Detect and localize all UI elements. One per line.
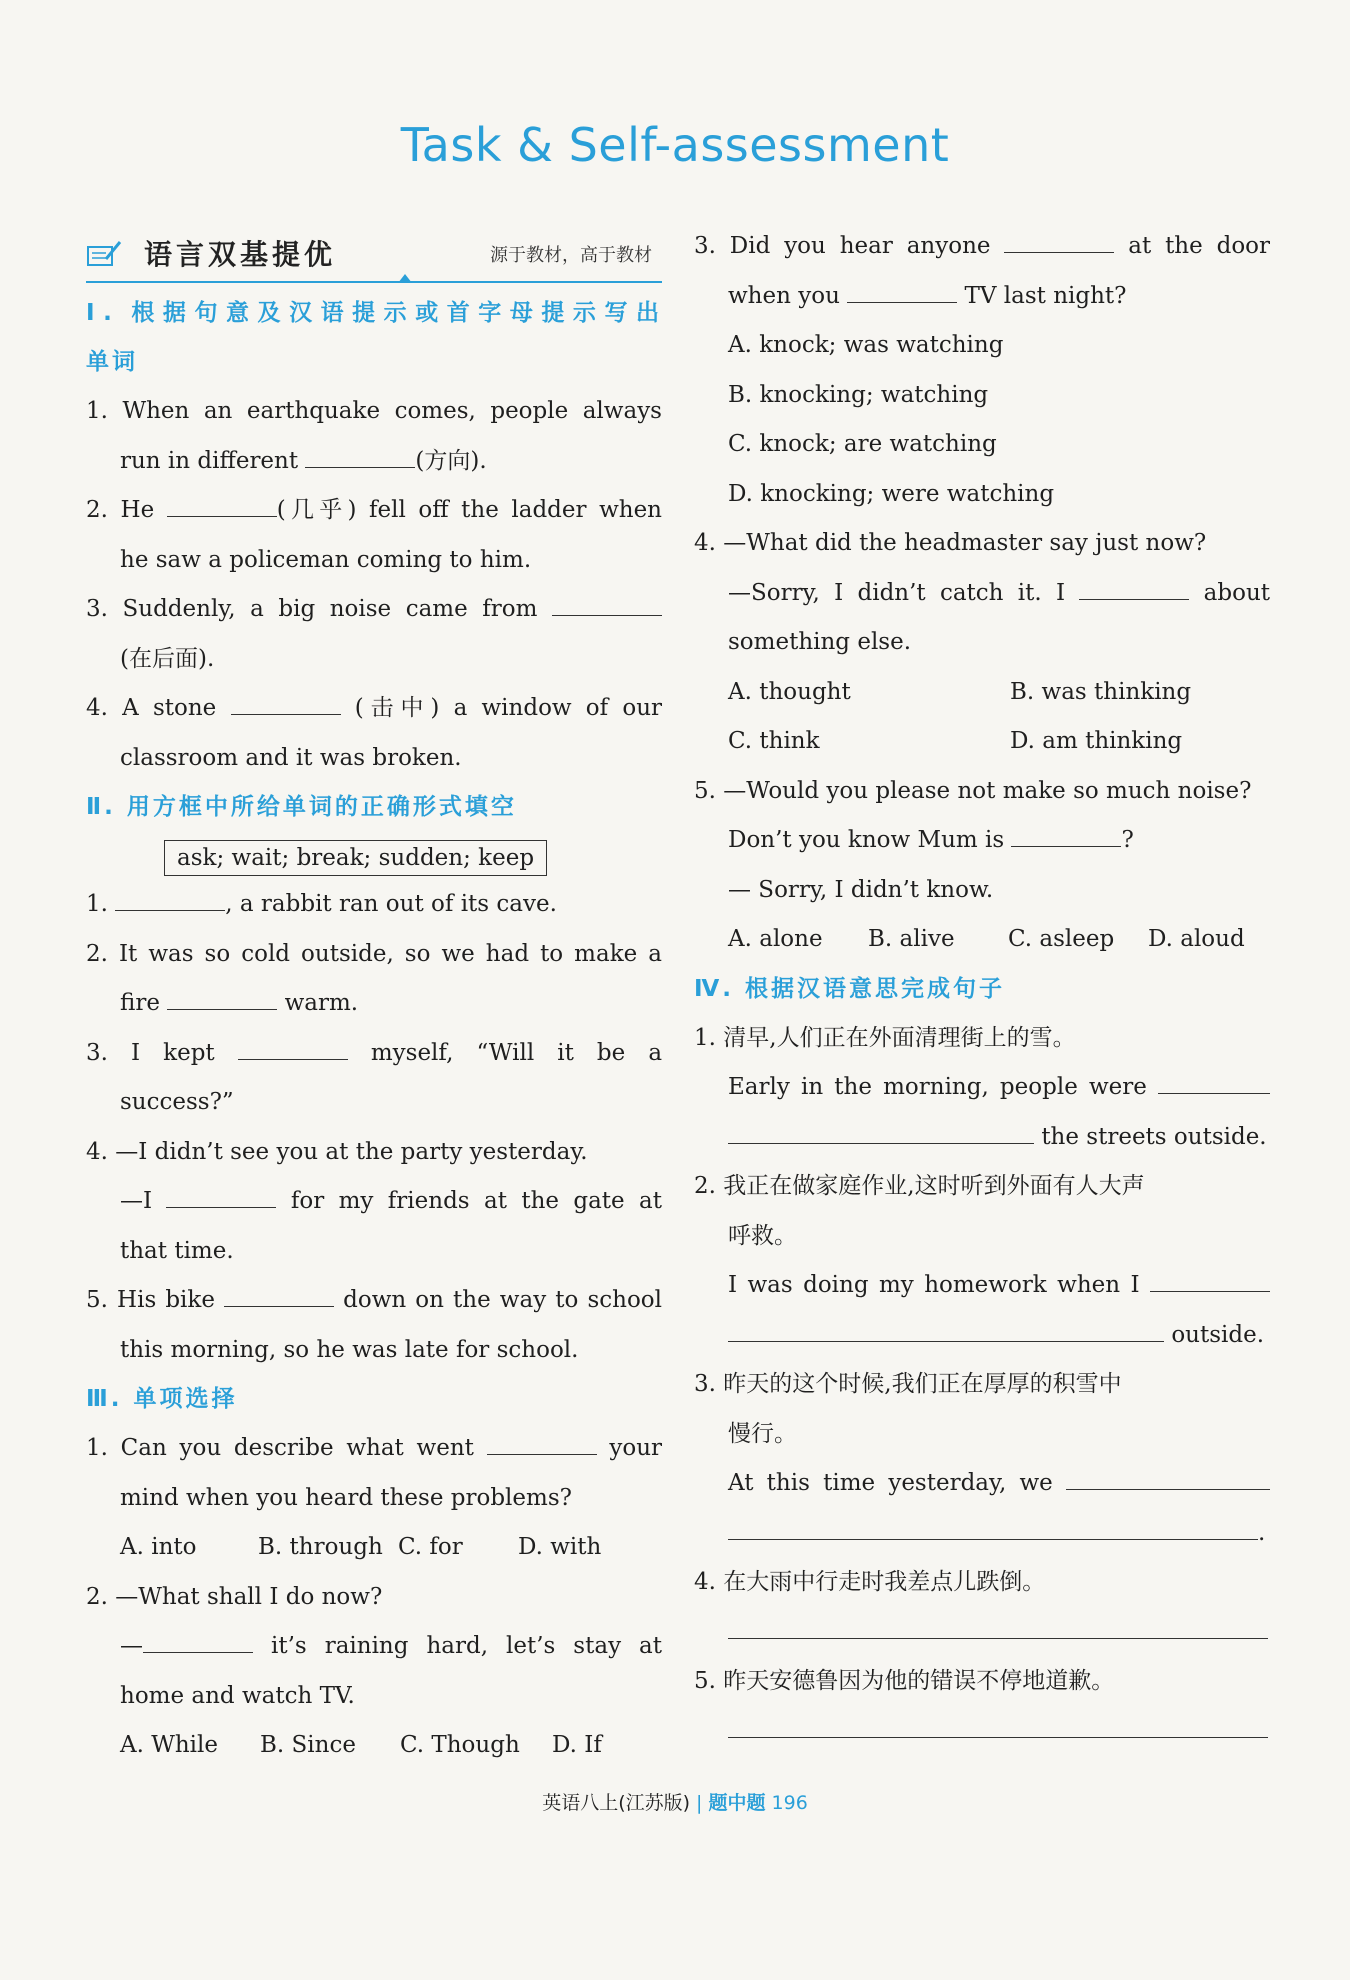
s2-q2-line2 [86, 979, 662, 1029]
notebook-pencil-icon [86, 239, 122, 267]
option-d[interactable]: D. If [552, 1732, 602, 1758]
s4-q1-cn: 1. 清早,人们正在外面清理街上的雪。 [694, 1024, 1076, 1051]
s2-q2-line1: 2. It was so cold outside, so we had to make a [86, 940, 662, 967]
text: your [609, 1435, 663, 1461]
s4-q5-en [694, 1707, 1270, 1757]
option-a[interactable]: A. While [120, 1732, 219, 1758]
page-number: 196 [771, 1792, 808, 1814]
answer-blank[interactable] [167, 494, 277, 517]
s3-q3-option-d[interactable]: D. knocking; were watching [728, 480, 1055, 507]
answer-blank[interactable] [552, 593, 662, 616]
answer-blank[interactable] [143, 1630, 253, 1653]
s2-q4-line2 [86, 1177, 662, 1227]
text: when you [728, 282, 840, 309]
s4-q3-cn-line1: 3. 昨天的这个时候,我们正在厚厚的积雪中 [694, 1371, 1122, 1397]
option-c[interactable]: C. for [398, 1534, 463, 1560]
word-box: ask; wait; break; sudden; keep [164, 840, 547, 876]
text: Early in the morning, people were [728, 1074, 1147, 1100]
text: about [1203, 579, 1271, 606]
section-4-heading: Ⅳ. 根据汉语意思完成句子 [694, 975, 1006, 1002]
left-column [86, 225, 662, 1771]
s3-q5-line1: 5. —Would you please not make so much noise? [694, 777, 1252, 804]
answer-blank[interactable] [166, 1185, 276, 1208]
section-1-heading-line1: Ⅰ. 根据句意及汉语提示或首字母提示写出 [86, 300, 662, 326]
s4-q3-en-line2 [694, 1509, 1270, 1559]
text: (击中) a window of our [354, 695, 663, 721]
s2-q5-line2: this morning, so he was late for school. [120, 1336, 579, 1363]
s3-q2-line2 [86, 1622, 662, 1672]
text: —Sorry, I didn’t catch it. I [728, 579, 1066, 606]
text: 5. His bike [86, 1287, 215, 1313]
banner-triangle [398, 274, 412, 283]
s4-q2-en-line2 [694, 1311, 1270, 1361]
answer-blank[interactable] [1158, 1071, 1270, 1094]
s2-q5-line1 [86, 1276, 662, 1326]
s3-q3-option-b[interactable]: B. knocking; watching [728, 381, 989, 408]
text: 4. A stone [86, 695, 217, 721]
section-3-heading: Ⅲ. 单项选择 [86, 1386, 238, 1412]
answer-blank[interactable] [728, 1121, 1034, 1144]
s1-q2-line1 [86, 486, 662, 536]
s4-q5-cn: 5. 昨天安德鲁因为他的错误不停地道歉。 [694, 1668, 1115, 1694]
s1-q4-line2: classroom and it was broken. [120, 744, 462, 771]
text: . [1258, 1519, 1266, 1546]
option-b[interactable]: B. alive [868, 926, 955, 952]
page-title: Task & Self-assessment [400, 118, 950, 172]
text: ? [1121, 827, 1134, 853]
answer-blank[interactable] [231, 692, 341, 715]
s1-q3-line2: (在后面). [120, 645, 215, 672]
answer-blank[interactable] [305, 445, 415, 468]
s3-q4-line3: something else. [728, 629, 912, 655]
s3-q3-option-a[interactable]: A. knock; was watching [728, 332, 1004, 358]
section-2-heading: Ⅱ. 用方框中所给单词的正确形式填空 [86, 794, 517, 820]
s3-q3-line2 [694, 272, 1270, 322]
s3-q4-options-row1 [694, 668, 1270, 718]
section-1-heading [86, 289, 662, 387]
section-1-heading-line2: 单词 [86, 349, 138, 375]
s3-q2-line1: 2. —What shall I do now? [86, 1583, 383, 1610]
s3-q2-line3: home and watch TV. [120, 1682, 355, 1709]
s3-q4-line2 [694, 569, 1270, 619]
answer-blank[interactable] [728, 1319, 1164, 1342]
s1-q3-line1 [86, 585, 662, 635]
text: TV last night? [964, 282, 1127, 309]
page-footer [0, 1788, 1350, 1815]
answer-blank[interactable] [847, 280, 957, 303]
answer-blank[interactable] [487, 1432, 597, 1455]
option-d[interactable]: D. aloud [1148, 926, 1245, 952]
answer-blank[interactable] [1011, 824, 1121, 847]
text: for my friends at the gate at [290, 1188, 663, 1214]
s4-q2-cn-line2: 呼救。 [728, 1222, 797, 1249]
s4-q2-en-line1 [694, 1261, 1270, 1311]
banner-subtitle: 源于教材，高于教材 [490, 245, 652, 266]
s3-q4-options-row2 [694, 717, 1270, 767]
s3-q3-option-c[interactable]: C. knock; are watching [728, 431, 997, 457]
s1-q4-line1 [86, 684, 662, 734]
footer-book: 英语八上(江苏版) [542, 1792, 691, 1814]
text: at the door [1128, 233, 1271, 259]
text: — [120, 1633, 143, 1659]
text: run in different [120, 447, 299, 474]
answer-blank[interactable] [1150, 1269, 1270, 1292]
s4-q4-cn: 4. 在大雨中行走时我差点儿跌倒。 [694, 1569, 1046, 1595]
answer-blank[interactable] [167, 987, 277, 1010]
s1-q1-line1: 1. When an earthquake comes, people always [86, 398, 662, 424]
option-a[interactable]: A. alone [728, 926, 823, 952]
s4-q4-en [694, 1608, 1270, 1658]
section-banner [86, 225, 662, 283]
s1-q2-line2: he saw a policeman coming to him. [120, 546, 532, 573]
s3-q5-options [694, 915, 1270, 965]
answer-blank[interactable] [728, 1616, 1268, 1639]
text: 3. Did you hear anyone [694, 233, 991, 259]
text: (方向). [415, 447, 487, 474]
s4-q2-cn-line1: 2. 我正在做家庭作业,这时听到外面有人大声 [694, 1173, 1145, 1199]
s2-q4-line1: 4. —I didn’t see you at the party yesterday. [86, 1138, 588, 1165]
text: outside. [1171, 1321, 1265, 1348]
s3-q5-line2 [694, 816, 1270, 866]
text: I was doing my homework when I [728, 1272, 1140, 1298]
text: 1. Can you describe what went [86, 1435, 474, 1461]
s3-q3-line1 [694, 222, 1270, 272]
text: 1. [86, 891, 108, 917]
text: 2. He [86, 497, 155, 523]
s2-q3-line1 [86, 1029, 662, 1079]
text: , a rabbit ran out of its cave. [225, 891, 557, 917]
s2-q3-line2: success?” [120, 1089, 234, 1115]
text: Don’t you know Mum is [728, 827, 1005, 853]
option-d[interactable]: D. with [518, 1534, 602, 1560]
text: (几乎) fell off the ladder when [276, 497, 662, 523]
s3-q1-line1 [86, 1424, 662, 1474]
s2-q1 [86, 880, 662, 930]
footer-series: 题中题 [708, 1792, 766, 1814]
s4-q1-en-line1 [694, 1063, 1270, 1113]
text: myself, “Will it be a [370, 1039, 663, 1066]
s4-q3-en-line1 [694, 1459, 1270, 1509]
s3-q4-line1: 4. —What did the headmaster say just now? [694, 530, 1207, 556]
option-b[interactable]: B. through [258, 1534, 383, 1560]
text: fire [120, 990, 160, 1016]
option-b[interactable]: B. was thinking [1010, 678, 1192, 705]
option-c[interactable]: C. Though [400, 1732, 520, 1758]
answer-blank[interactable] [1004, 230, 1114, 253]
footer-separator: | [696, 1792, 703, 1814]
option-a[interactable]: A. into [120, 1534, 197, 1560]
answer-blank[interactable] [1066, 1467, 1270, 1490]
answer-blank[interactable] [115, 888, 225, 911]
s3-q1-line2: mind when you heard these problems? [120, 1484, 572, 1511]
text: At this time yesterday, we [728, 1470, 1053, 1496]
text: —I [120, 1188, 153, 1214]
answer-blank[interactable] [224, 1284, 334, 1307]
right-column [694, 222, 1270, 1756]
s3-q1-options [86, 1523, 662, 1573]
text: it’s raining hard, let’s stay at [271, 1633, 663, 1659]
answer-blank[interactable] [728, 1715, 1268, 1738]
s1-q1-line2 [86, 437, 662, 487]
answer-blank[interactable] [728, 1517, 1258, 1540]
answer-blank[interactable] [1079, 577, 1189, 600]
option-c[interactable]: C. asleep [1008, 926, 1115, 952]
s4-q3-cn-line2: 慢行。 [728, 1420, 797, 1447]
s4-q1-en-line2 [694, 1113, 1270, 1163]
answer-blank[interactable] [238, 1037, 348, 1060]
option-c[interactable]: C. think [728, 728, 820, 754]
banner-title: 语言双基提优 [144, 238, 337, 271]
text: down on the way to school [343, 1287, 663, 1313]
text: warm. [284, 990, 359, 1016]
s3-q2-options [86, 1721, 662, 1771]
text: the streets outside. [1041, 1123, 1267, 1150]
s3-q5-line3: — Sorry, I didn’t know. [728, 876, 994, 903]
option-b[interactable]: B. Since [260, 1732, 356, 1758]
option-a[interactable]: A. thought [728, 678, 851, 705]
text: 3. I kept [86, 1039, 215, 1066]
text: 3. Suddenly, a big noise came from [86, 596, 538, 622]
s2-q4-line3: that time. [120, 1237, 234, 1264]
option-d[interactable]: D. am thinking [1010, 728, 1183, 754]
